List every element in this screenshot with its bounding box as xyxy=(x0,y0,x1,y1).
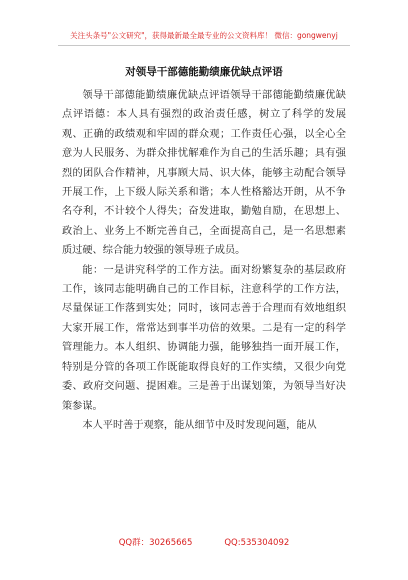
document-title: 对领导干部德能勤绩廉优缺点评语 xyxy=(125,66,283,78)
header-divider xyxy=(58,45,350,46)
paragraph-observation: 本人平时善于观察，能从细节中及时发现问题，能从 xyxy=(82,419,317,431)
header-banner: 关注头条号"公文研究"，获得最新最全最专业的公文资料库！ 微信：gongwenyj xyxy=(70,31,338,40)
paragraph-neng: 能：一是讲究科学的工作方法。面对纷繁复杂的基层政府工作，该同志能明确自己的工作目标，注意科学的工作方法，尽量保证工作落到实处；同时，该同志善于合理而有效地组织大家开展工作，常常达到事半功倍的效果。二是有一定的科学管理能力。本人组织、协调能力强，能够独挡一面开展工作，特别是分管的各项工作既能取得良好的工作实绩，又很少向党委、政府交问题、提困难。三是善于出谋划策，为领导当好决策参谋。 xyxy=(62,264,346,412)
document-body xyxy=(62,86,346,435)
footer-qq-number: QQ:535304092 xyxy=(224,538,290,548)
footer-qq-group: QQ群：30265665 xyxy=(118,538,193,548)
footer-contact xyxy=(0,536,408,548)
paragraph-de: 领导干部德能勤绩廉优缺点评语领导干部德能勤绩廉优缺点评语德：本人具有强烈的政治责任感，树立了科学的发展观、正确的政绩观和牢固的群众观；工作责任心强，以全心全意为人民服务、为群众排忧解难作为自己的生活乐趣；具有强烈的团队合作精神，凡事顾大局、识大体，能够主动配合领导开展工作，上下级人际关系和谐；本人性格豁达开朗，从不争名夺利，不计较个人得失；奋发进取，勤勉自励，在思想上、政治上、业务上不断完善自己，全面提高自己，是一名思想素质过硬、综合能力较强的领导班子成员。 xyxy=(62,90,346,257)
